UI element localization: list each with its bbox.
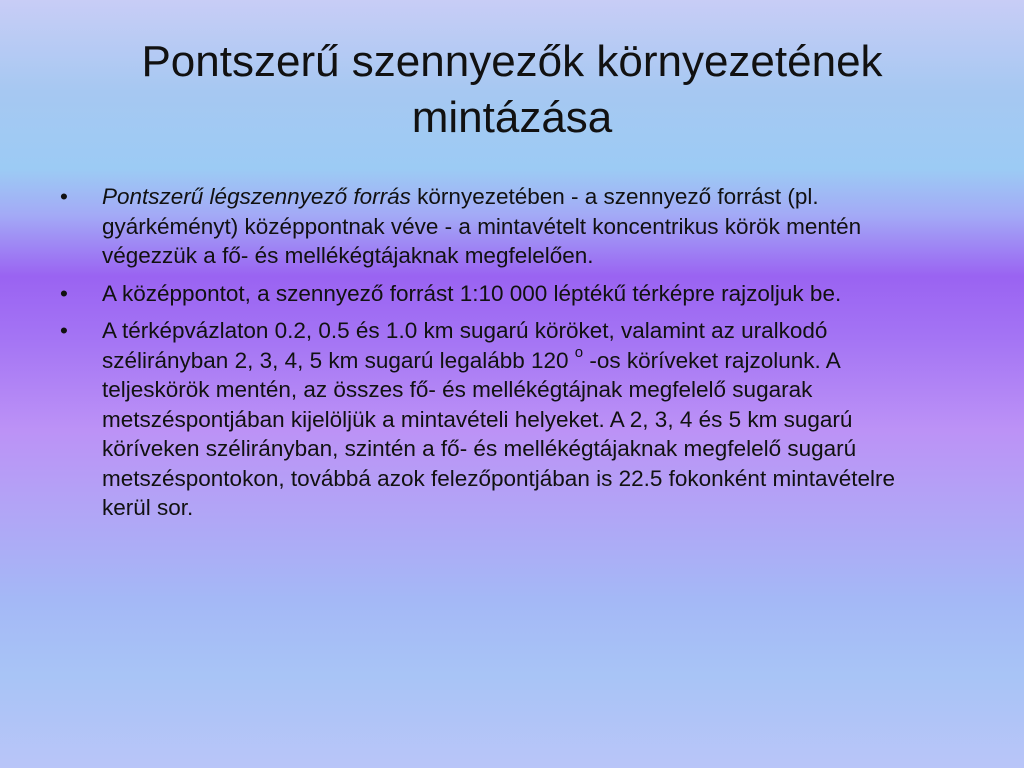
bullet-item-2	[60, 279, 950, 309]
bullet-dot-icon: •	[60, 280, 68, 306]
slide-title: Pontszerű szennyezők környezetének mintázása	[141, 37, 883, 142]
bullet-dot-icon: •	[60, 318, 68, 343]
bullet-item-3	[60, 316, 950, 523]
degree-mark: o	[574, 343, 584, 361]
bullet-2-text: A középpontot, a szennyező forrást 1:10 000 léptékű térképre rajzoljuk be.	[102, 280, 842, 306]
bullet-item-1	[60, 182, 950, 271]
bullet-3-text-before: A térképvázlaton 0.2, 0.5 és 1.0 km sugarú köröket, valamint az uralkodó szélirányban 2, 3, 4, 5 km sugarú legalább 120	[102, 318, 828, 373]
bullet-1-italic-lead: Pontszerű légszennyező forrás	[102, 184, 411, 209]
bullet-dot-icon: •	[60, 184, 68, 209]
bullet-3-text-after: -os köríveket rajzolunk. A teljeskörök mentén, az összes fő- és mellékégtájnak megfelelő sugarak metszéspontjában kijelöljük a mintavételi helyeket. A 2, 3, 4 és 5 km sugarú köríveken szélirányban, szintén a fő- és mellékégtájaknak megfelelő sugarú metszéspontokon, továbbá azok felezőpontjában is 22.5 fokonként mintavételre kerül sor.	[102, 347, 896, 520]
bullet-list	[60, 182, 950, 531]
bullet-1-text: környezetében - a szennyező forrást (pl. gyárkéményt) középpontnak véve - a mintavételt koncentrikus körök mentén végezzük a fő- és mellékégtájaknak megfelelően.	[102, 184, 862, 268]
